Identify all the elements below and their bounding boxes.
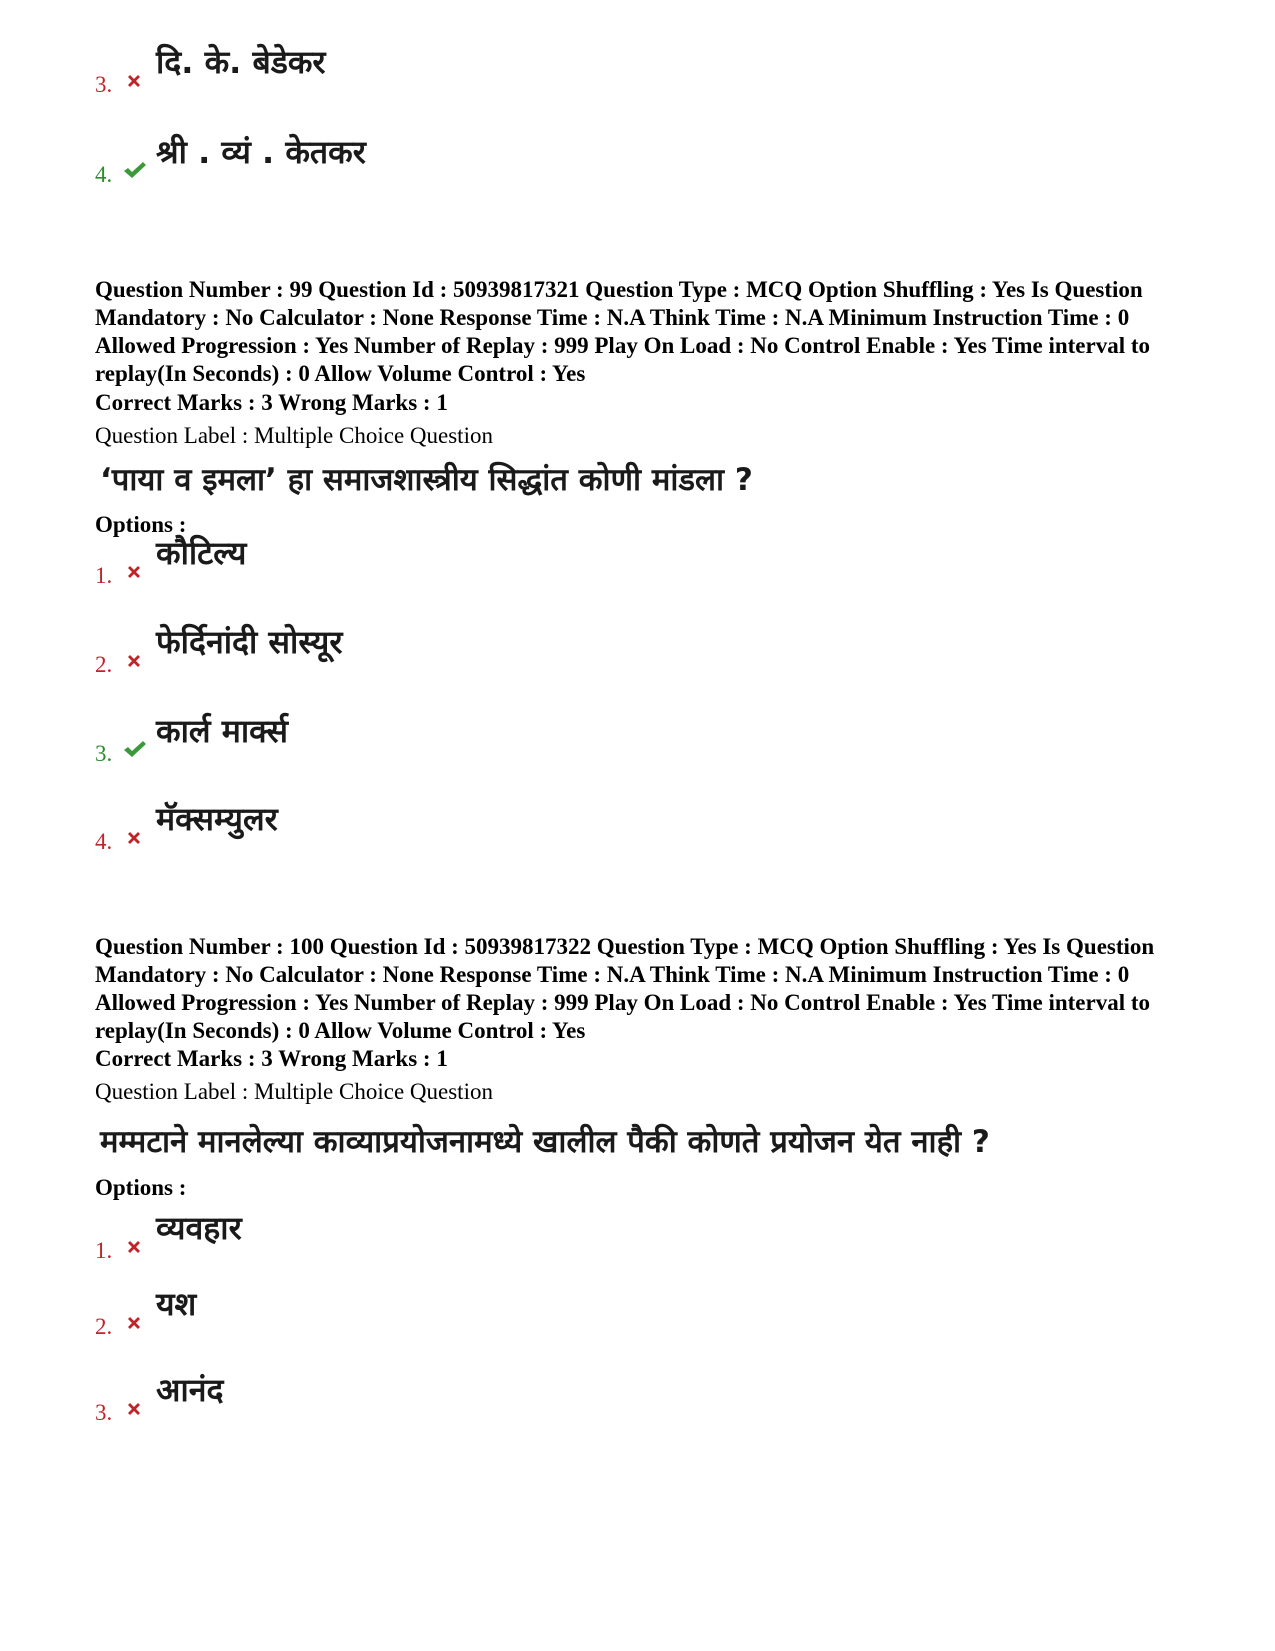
option-number: 1. — [95, 563, 113, 588]
question-label: Question Label : Multiple Choice Question — [95, 423, 493, 448]
option-item — [95, 712, 289, 766]
option-number: 2. — [95, 652, 113, 677]
option-item — [95, 1209, 242, 1263]
option-text: यश — [156, 1285, 197, 1323]
question-marks: Correct Marks : 3 Wrong Marks : 1 — [95, 1046, 448, 1071]
option-item — [95, 1371, 224, 1425]
option-number: 1. — [95, 1238, 113, 1263]
question-label: Question Label : Multiple Choice Question — [95, 1079, 493, 1104]
option-text: दि. के. बेडेकर — [156, 43, 326, 81]
option-text: श्री . व्यं . केतकर — [156, 133, 366, 171]
cross-icon — [122, 561, 148, 583]
option-item — [95, 534, 247, 588]
check-icon — [122, 160, 148, 182]
question-text: ‘पाया व इमला’ हा समाजशास्त्रीय सिद्धांत कोणी मांडला ? — [100, 462, 753, 498]
options-heading: Options : — [95, 512, 187, 537]
cross-icon — [122, 1236, 148, 1258]
option-text: फेर्दिनांदी सोस्यूर — [156, 623, 343, 661]
option-number: 4. — [95, 162, 113, 187]
option-number: 3. — [95, 741, 113, 766]
option-number: 3. — [95, 1400, 113, 1425]
option-item — [95, 1285, 197, 1339]
option-number: 2. — [95, 1314, 113, 1339]
cross-icon — [122, 1312, 148, 1334]
options-heading: Options : — [95, 1175, 187, 1200]
cross-icon — [122, 650, 148, 672]
cross-icon — [122, 827, 148, 849]
cross-icon — [122, 70, 148, 92]
option-text: मॅक्सम्युलर — [156, 800, 278, 838]
option-text: कार्ल मार्क्स — [156, 712, 289, 750]
option-text: कौटिल्य — [156, 534, 247, 572]
question-text: मम्मटाने मानलेल्या काव्याप्रयोजनामध्ये खालील पैकी कोणते प्रयोजन येत नाही ? — [100, 1124, 990, 1160]
question-meta: Question Number : 100 Question Id : 50939817322 Question Type : MCQ Option Shuffling : Yes Is Question Mandatory : No Calculator : None Response Time : N.A Think Time : N.A Minimum Instruction Time : 0 Allowed Progression : Yes Number of Replay : 999 Play On Load : No Control Enable : Yes Time interval to replay(In Seconds) : 0 Allow Volume Control : Yes — [95, 934, 1155, 1043]
option-item — [95, 133, 366, 187]
option-number: 4. — [95, 829, 113, 854]
question-meta: Question Number : 99 Question Id : 50939817321 Question Type : MCQ Option Shuffling : Yes Is Question Mandatory : No Calculator : None Response Time : N.A Think Time : N.A Minimum Instruction Time : 0 Allowed Progression : Yes Number of Replay : 999 Play On Load : No Control Enable : Yes Time interval to replay(In Seconds) : 0 Allow Volume Control : Yes — [95, 277, 1151, 386]
check-icon — [122, 739, 148, 761]
cross-icon — [122, 1398, 148, 1420]
option-text: व्यवहार — [156, 1209, 242, 1247]
option-text: आनंद — [156, 1371, 224, 1409]
question-marks: Correct Marks : 3 Wrong Marks : 1 — [95, 390, 448, 415]
option-item — [95, 623, 343, 677]
option-number: 3. — [95, 72, 113, 97]
option-item — [95, 800, 278, 854]
option-item — [95, 43, 326, 97]
